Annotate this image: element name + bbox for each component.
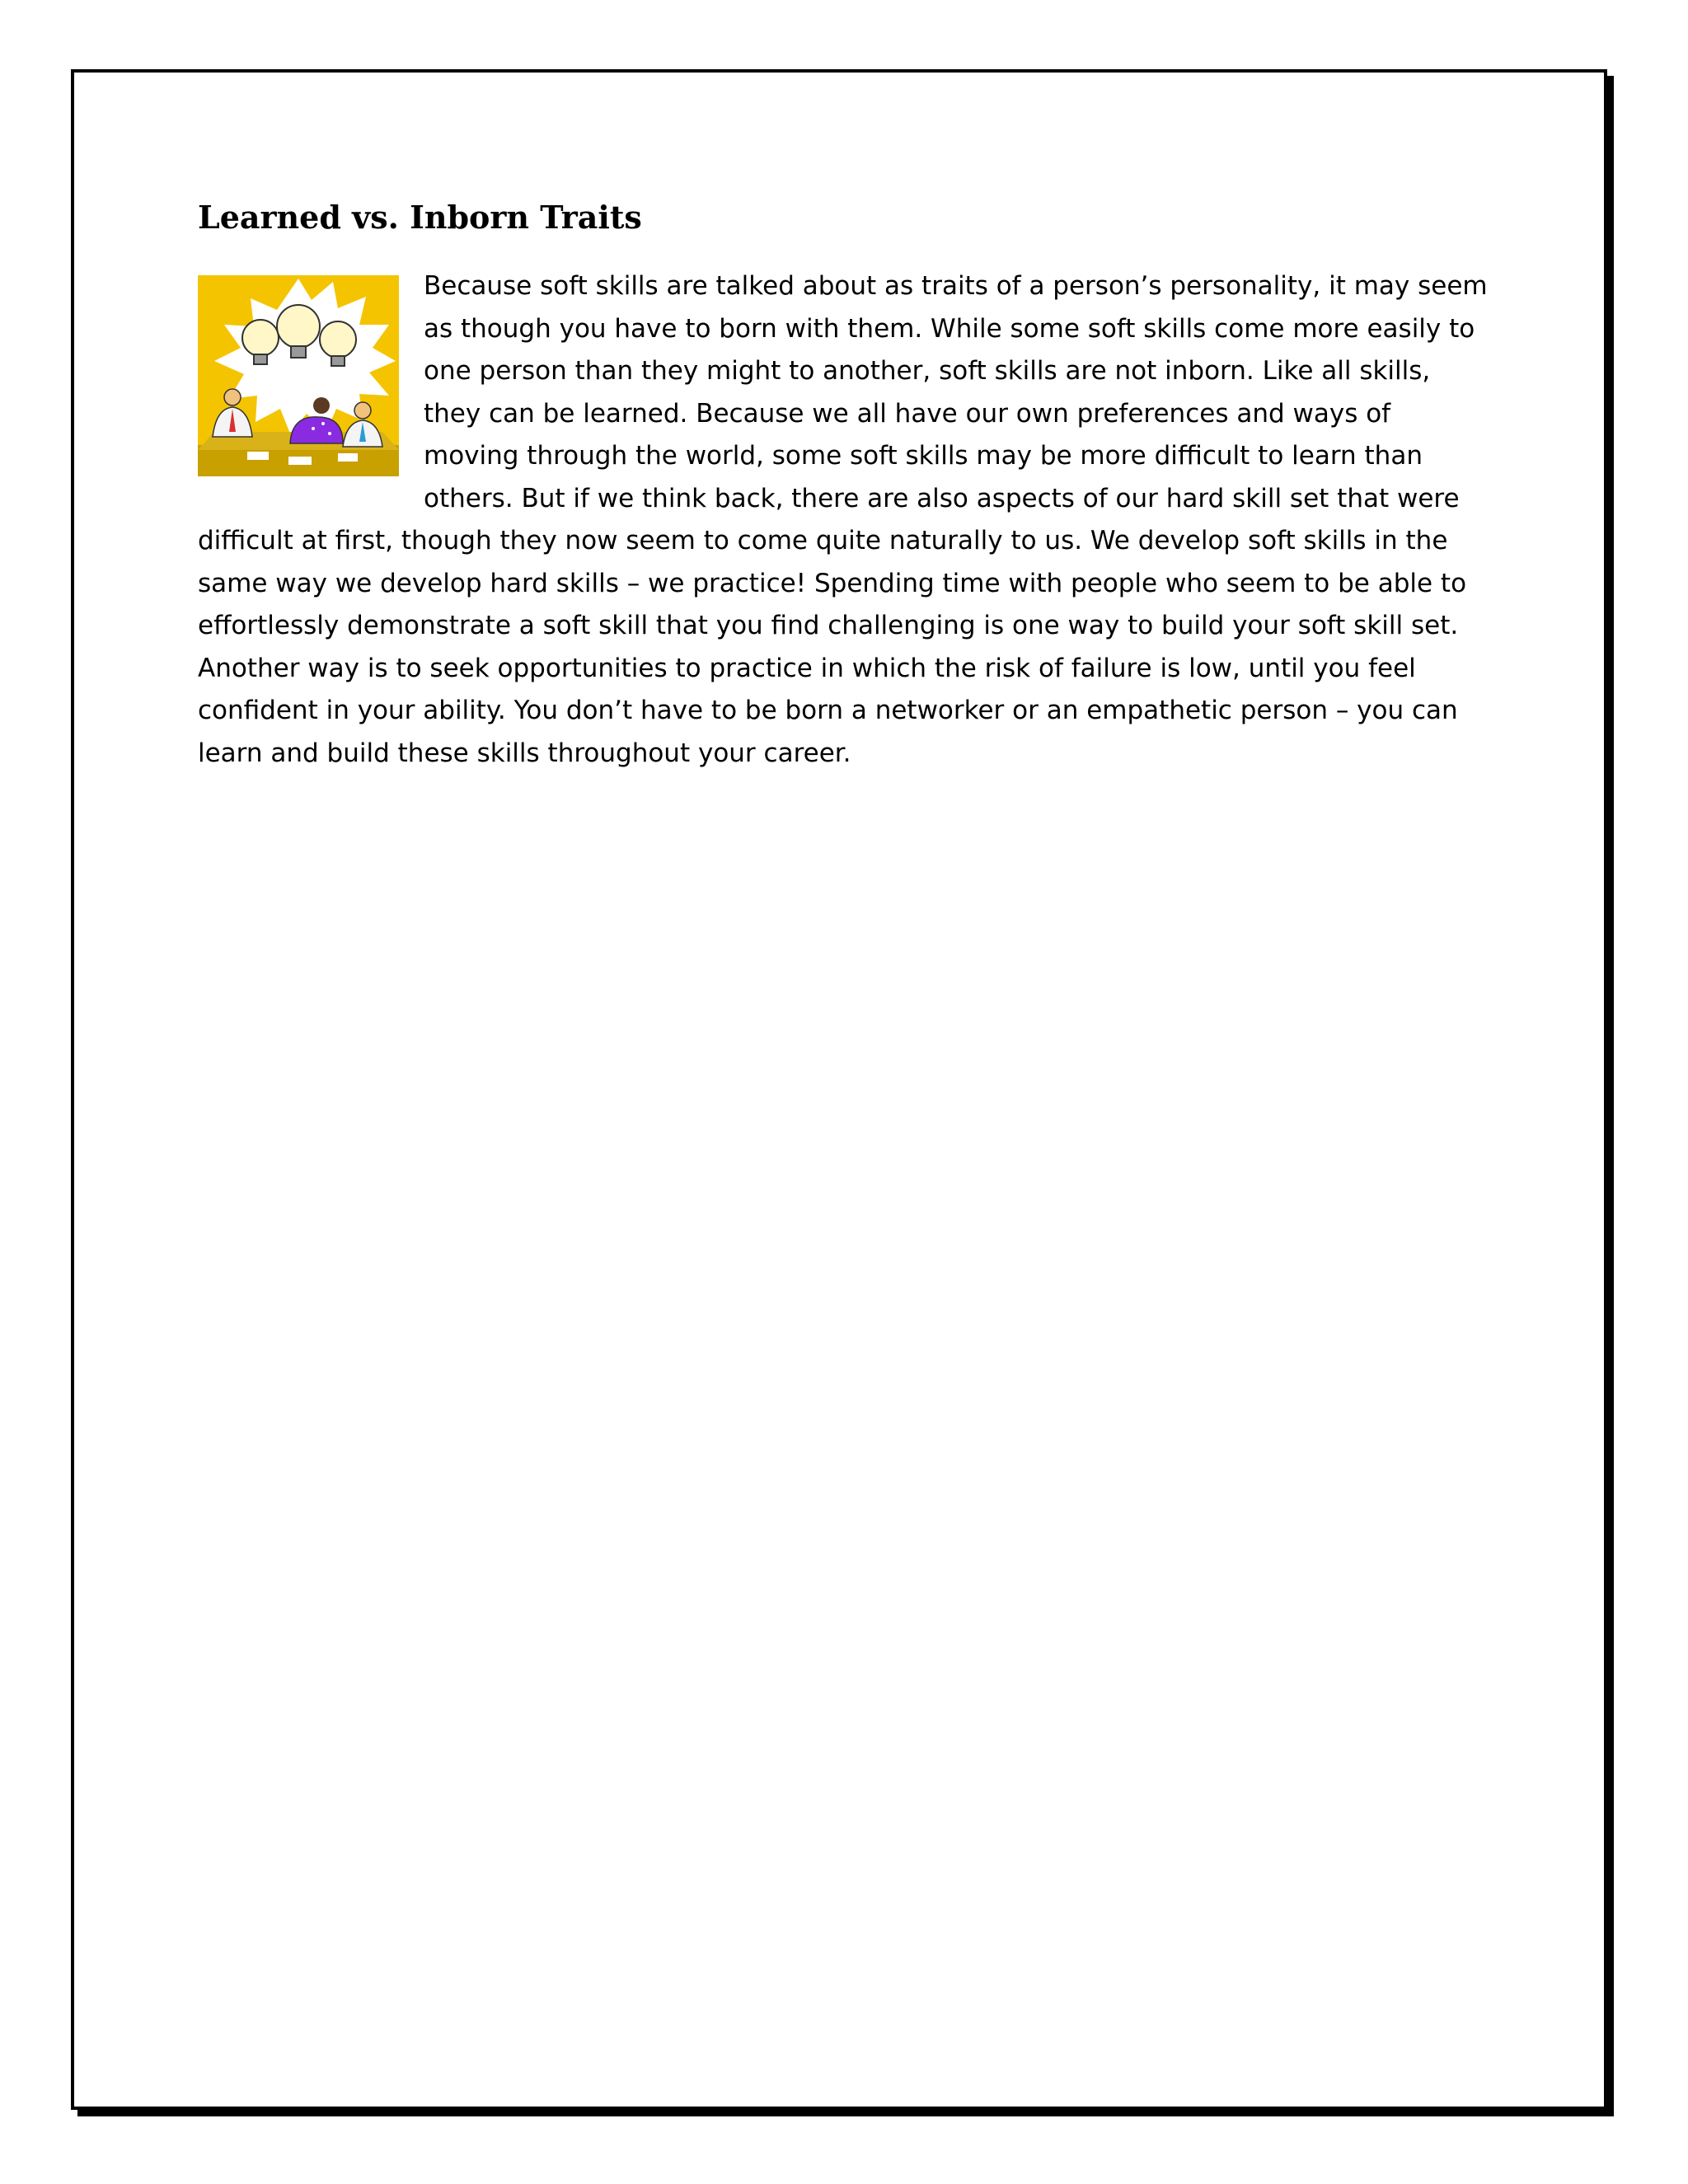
section-heading: Learned vs. Inborn Traits bbox=[198, 199, 642, 236]
document-content bbox=[198, 196, 1492, 775]
paragraph-block bbox=[198, 265, 1492, 775]
lightbulb-meeting-icon bbox=[198, 275, 399, 476]
body-paragraph: Because soft skills are talked about as traits of a person’s personality, it may seem as though you have to born with them. While some soft skills come more easily to one person than they might to another, soft skills are not inborn. Like all skills, they can be learned. Because we all have our own preferences and ways of moving through the world, some soft skills may be more difficult to learn than others. But if we think back, there are also aspects of our hard skill set that were difficult at first, though they now seem to come quite naturally to us. We develop soft skills in the same way we develop hard skills – we practice! Spending time with people who seem to be able to effortlessly demonstrate a soft skill that you find challenging is one way to build your soft skill set. Another way is to seek opportunities to practice in which the risk of failure is low, until you feel confident in your ability. You don’t have to be born a networker or an empathetic person – you can learn and build these skills throughout your career. bbox=[198, 271, 1488, 768]
